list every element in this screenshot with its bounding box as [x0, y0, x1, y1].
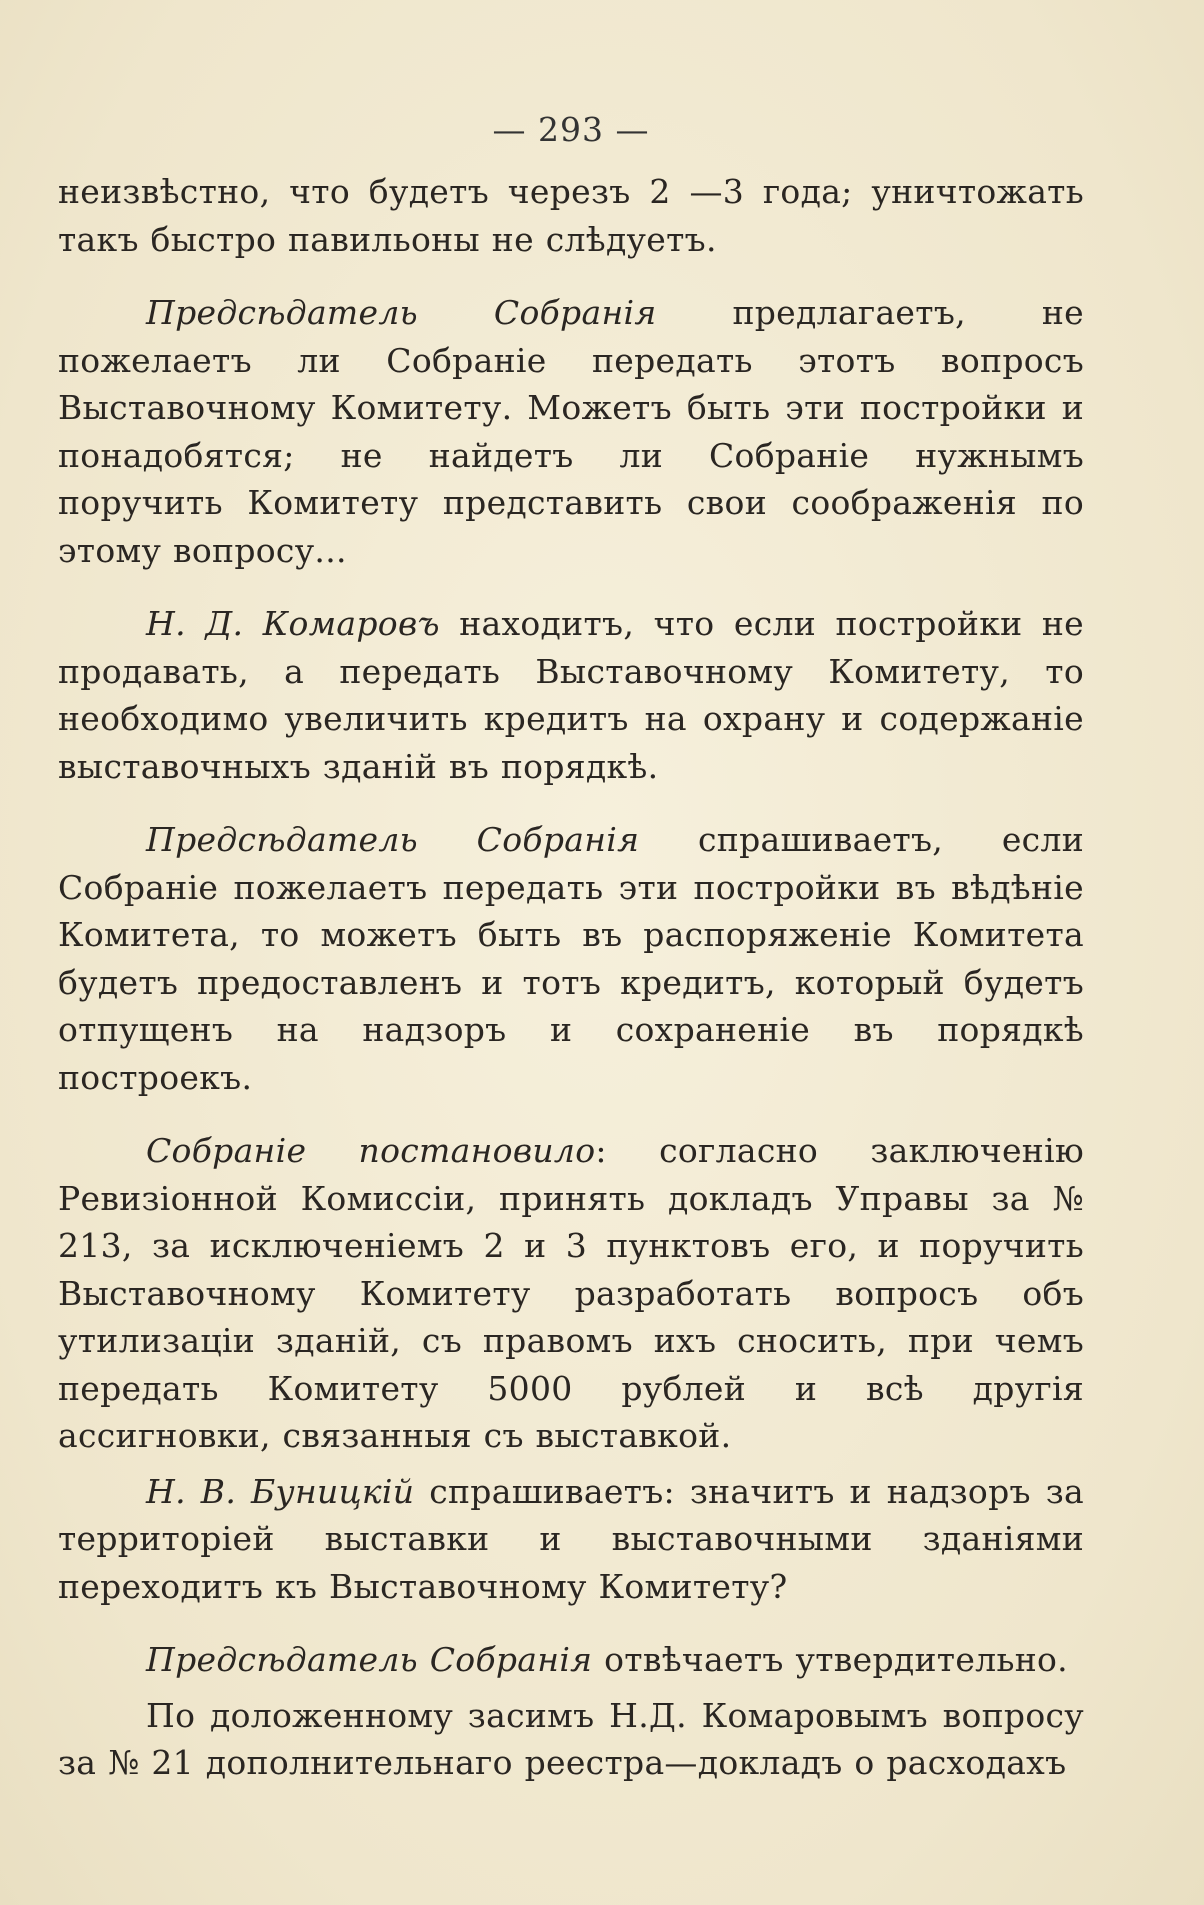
paragraph-1 [58, 168, 1084, 263]
paragraph-8 [58, 1692, 1084, 1787]
paragraph-7-speaker: Предсѣдатель Собранія [146, 1640, 593, 1679]
paragraph-3-speaker: Н. Д. Комаровъ [146, 604, 440, 643]
paragraph-7-text: отвѣчаетъ утвердительно. [592, 1640, 1068, 1679]
paragraph-6-text: спрашиваетъ: значитъ и надзоръ за территоріей выставки и выставочными зданіями переходитъ къ Выставочному Комитету? [58, 1471, 1084, 1606]
paragraph-5-text: : согласно заключенію Ревизіонной Комиссіи, принять докладъ Управы за № 213, за исключеніемъ 2 и 3 пунктовъ его, и поручить Выставочному Комитету разработать вопросъ объ утилизаціи зданій, съ правомъ ихъ сносить, при чемъ передать Комитету 5000 рублей и всѣ другія ассигновки, связанныя съ выставкой. [58, 1131, 1084, 1455]
paragraph-2 [58, 289, 1084, 574]
paragraph-6 [58, 1468, 1084, 1611]
paragraph-7 [58, 1636, 1084, 1684]
paragraph-8-text: По доложенному засимъ Н.Д. Комаровымъ вопросу за № 21 дополнительнаго реестра—докладъ о расходахъ [58, 1695, 1084, 1782]
paragraph-3-text: находитъ, что если постройки не продавать, а передать Выставочному Комитету, то необходимо увеличить кредитъ на охрану и содержаніе выставочныхъ зданій въ порядкѣ. [58, 604, 1084, 786]
page-number: — 293 — [492, 110, 650, 149]
paragraph-4 [58, 816, 1084, 1101]
paragraph-3 [58, 600, 1084, 790]
paragraph-4-speaker: Предсѣдатель Собранія [146, 820, 640, 859]
paragraph-2-speaker: Предсѣдатель Собранія [146, 293, 657, 332]
paragraph-6-speaker: Н. В. Буницкій [146, 1471, 415, 1511]
paragraph-4-text: спрашиваетъ, если Собраніе пожелаетъ передать эти постройки въ вѣдѣніе Комитета, то можетъ быть въ распоряженіе Комитета будетъ предоставленъ и тотъ кредитъ, который будетъ отпущенъ на надзоръ и сохраненіе въ порядкѣ построекъ. [58, 820, 1084, 1097]
paragraph-2-text: предлагаетъ, не пожелаетъ ли Собраніе передать этотъ вопросъ Выставочному Комитету. Можетъ быть эти постройки и понадобятся; не найдетъ ли Собраніе нужнымъ поручить Комитету представить свои соображенія по этому вопросу... [58, 293, 1084, 570]
paragraph-1-text: неизвѣстно, что будетъ черезъ 2 —3 года; уничтожать такъ быстро павильоны не слѣдуетъ. [58, 172, 1084, 259]
paragraph-5 [58, 1127, 1084, 1460]
paragraph-5-speaker: Собраніе постановило [146, 1131, 596, 1170]
